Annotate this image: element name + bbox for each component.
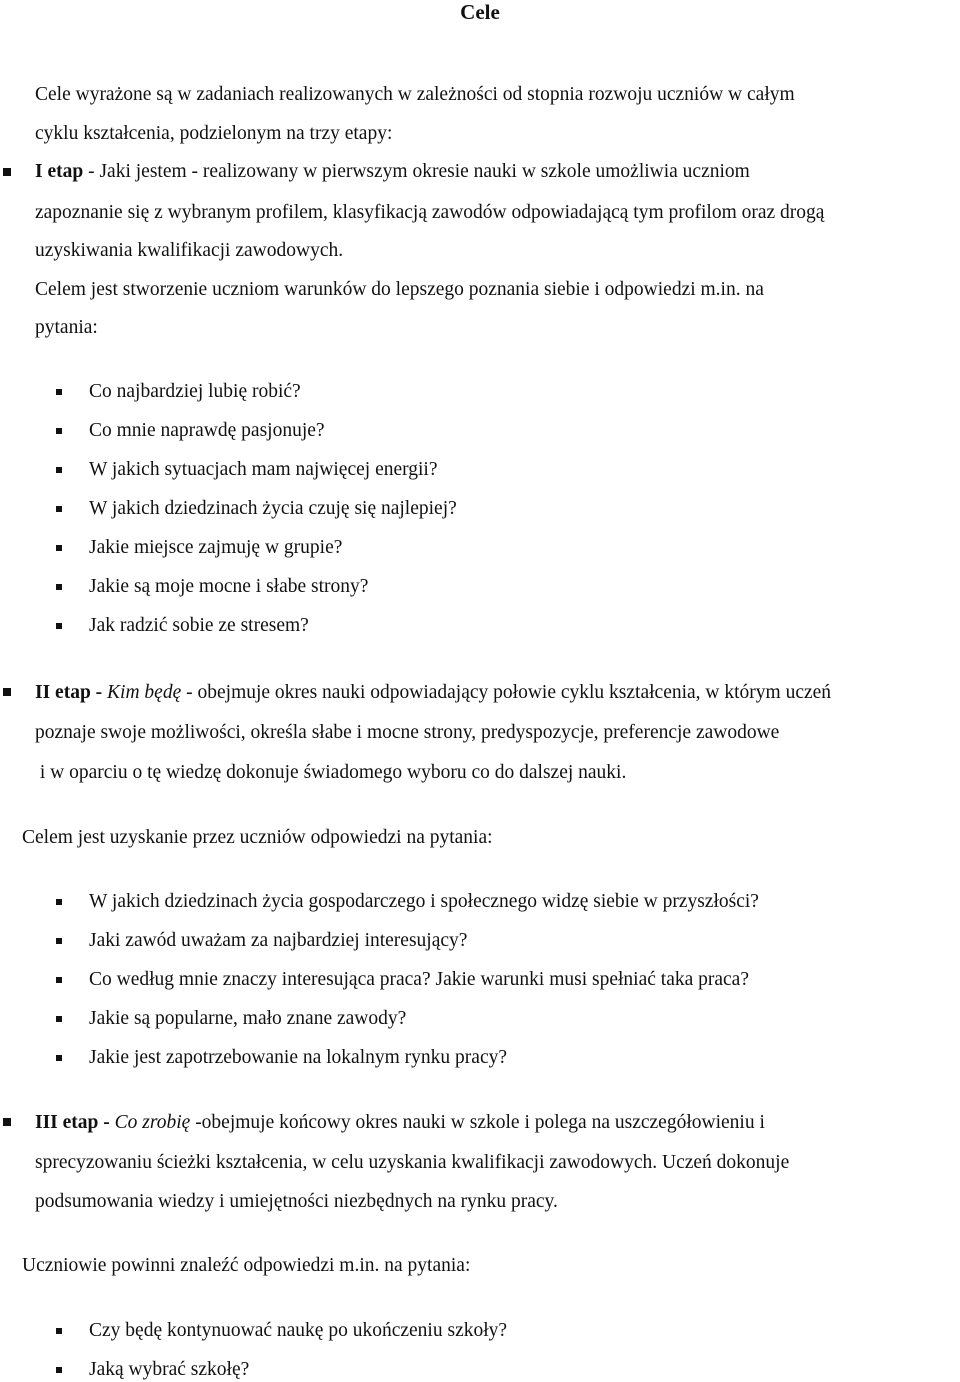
- stage1-goal-1: Celem jest stworzenie uczniom warunków do lepszego poznania siebie i odpowiedzi m.in. na: [35, 279, 764, 300]
- bullet-icon: [56, 977, 62, 983]
- bullet-icon: [56, 584, 62, 590]
- bullet-icon: [56, 938, 62, 944]
- bullet-icon: [56, 899, 62, 905]
- bullet-icon: [56, 467, 62, 473]
- page-title: Cele: [460, 0, 500, 24]
- stage1-dash: -: [83, 161, 100, 182]
- stage1-question: W jakich dziedzinach życia czuję się najlepiej?: [89, 498, 457, 519]
- stage1-question: Jakie są moje mocne i słabe strony?: [89, 576, 369, 597]
- stage1-bullet: [3, 168, 11, 176]
- stage1-line-2: uzyskiwania kwalifikacji zawodowych.: [35, 240, 344, 261]
- stage2-question: Jakie jest zapotrzebowanie na lokalnym rynku pracy?: [89, 1047, 508, 1068]
- stage2-question: Co według mnie znaczy interesująca praca? Jakie warunki musi spełniać taka praca?: [89, 969, 749, 990]
- stage1-question: Jakie miejsce zajmuję w grupie?: [89, 537, 343, 558]
- stage2-bullet: [3, 688, 11, 696]
- stage2-line-2: i w oparciu o tę wiedzę dokonuje świadomego wyboru co do dalszej nauki.: [35, 762, 627, 783]
- bullet-icon: [56, 545, 62, 551]
- stage3-question: Jaką wybrać szkołę?: [89, 1359, 250, 1380]
- stage2-question: Jaki zawód uważam za najbardziej interesujący?: [89, 930, 468, 951]
- bullet-icon: [56, 623, 62, 629]
- stage1-question: Co najbardziej lubię robić?: [89, 381, 301, 402]
- stage3-heading: [35, 1113, 765, 1133]
- stage1-question: Jak radzić sobie ze stresem?: [89, 615, 309, 636]
- stage1-text: - realizowany w pierwszym okresie nauki w szkole umożliwia uczniom: [186, 161, 750, 182]
- bullet-icon: [56, 1016, 62, 1022]
- bullet-icon: [56, 1055, 62, 1061]
- stage1-question: W jakich sytuacjach mam najwięcej energii?: [89, 459, 438, 480]
- bullet-icon: [56, 428, 62, 434]
- bullet-icon: [56, 1328, 62, 1334]
- stage1-line-1: zapoznanie się z wybranym profilem, klasyfikacją zawodów odpowiadającą tym profilom oraz drogą: [35, 202, 825, 223]
- stage1-label: I etap: [35, 161, 84, 182]
- intro-line-2: cyklu kształcenia, podzielonym na trzy etapy:: [35, 123, 393, 144]
- stage2-heading: [35, 683, 831, 703]
- stage2-text: - obejmuje okres nauki odpowiadający połowie cyklu kształcenia, w którym uczeń: [181, 682, 832, 703]
- stage2-label: II etap -: [35, 682, 103, 703]
- stage2-name: Kim będę: [107, 682, 182, 703]
- stage3-line-1: sprecyzowaniu ścieżki kształcenia, w celu uzyskania kwalifikacji zawodowych. Uczeń dokonuje: [35, 1152, 790, 1173]
- bullet-icon: [56, 506, 62, 512]
- stage3-bullet: [3, 1118, 11, 1126]
- bullet-icon: [56, 389, 62, 395]
- stage3-name: Co zrobię: [114, 1112, 191, 1133]
- stage1-question: Co mnie naprawdę pasjonuje?: [89, 420, 325, 441]
- stage2-line-1: poznaje swoje możliwości, określa słabe i mocne strony, predyspozycje, preferencje zawodowe: [35, 722, 780, 743]
- stage3-line-2: podsumowania wiedzy i umiejętności niezbędnych na rynku pracy.: [35, 1191, 558, 1212]
- stage3-goal: Uczniowie powinni znaleźć odpowiedzi m.in. na pytania:: [22, 1255, 471, 1276]
- stage2-question: W jakich dziedzinach życia gospodarczego i społecznego widzę siebie w przyszłości?: [89, 891, 759, 912]
- stage1-heading: [35, 162, 750, 182]
- stage3-question: Czy będę kontynuować naukę po ukończeniu szkoły?: [89, 1320, 508, 1341]
- stage2-goal: Celem jest uzyskanie przez uczniów odpowiedzi na pytania:: [22, 827, 493, 848]
- bullet-icon: [56, 1367, 62, 1373]
- intro-line-1: Cele wyrażone są w zadaniach realizowanych w zależności od stopnia rozwoju uczniów w całym: [35, 84, 795, 105]
- stage3-label: III etap -: [35, 1112, 110, 1133]
- stage1-name: Jaki jestem: [99, 161, 187, 182]
- stage2-question: Jakie są popularne, mało znane zawody?: [89, 1008, 407, 1029]
- stage3-text: -obejmuje końcowy okres nauki w szkole i polega na uszczegółowieniu i: [190, 1112, 765, 1133]
- stage1-goal-2: pytania:: [35, 317, 98, 338]
